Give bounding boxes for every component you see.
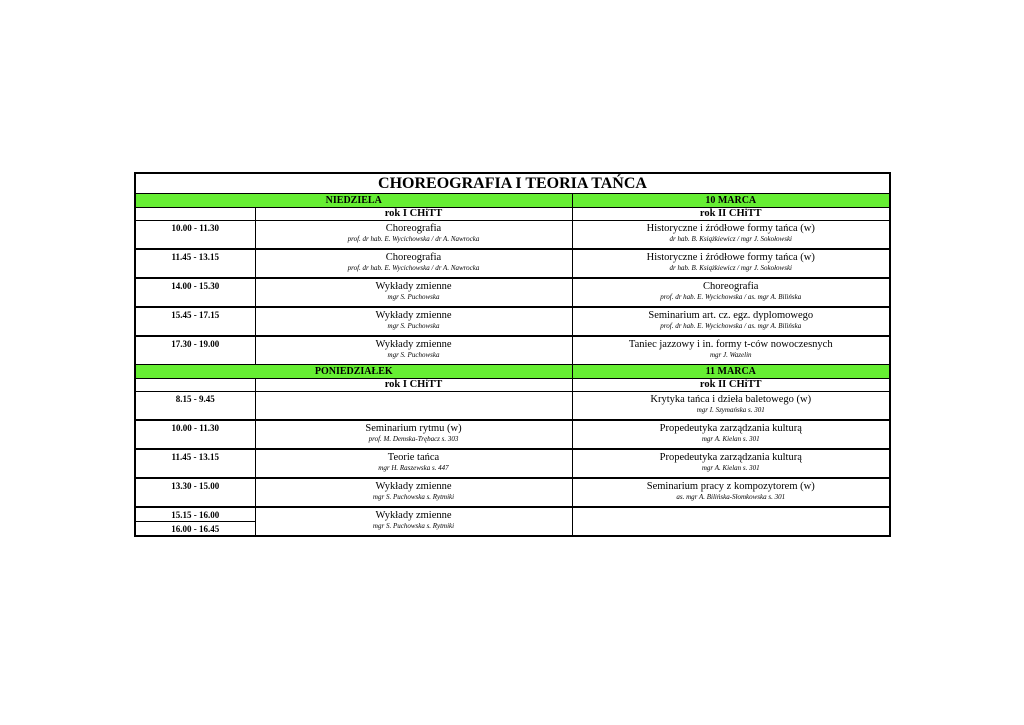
slot-year1 xyxy=(255,507,572,536)
slot-year1 xyxy=(255,420,572,449)
lecturer: mgr A. Kielan s. 301 xyxy=(701,435,760,443)
subject: Choreografia xyxy=(385,223,442,234)
lecturer: prof. dr hab. E. Wycichowska / as. mgr A. Bilińska xyxy=(660,322,802,330)
lecturer: prof. dr hab. E. Wycichowska / as. mgr A. Bilińska xyxy=(660,293,802,301)
subject: Propedeutyka zarządzania kulturą xyxy=(659,452,802,463)
slot-time: 8.15 - 9.45 xyxy=(135,392,255,421)
subject: Krytyka tańca i dzieła baletowego (w) xyxy=(650,394,812,405)
col-header-year1: rok I CHiTT xyxy=(255,208,572,221)
subject: Historyczne i źródłowe formy tańca (w) xyxy=(646,252,815,263)
slot-year1 xyxy=(255,307,572,336)
slot-time: 14.00 - 15.30 xyxy=(135,278,255,307)
slot-year2 xyxy=(572,221,890,250)
time-header xyxy=(135,208,255,221)
slot-year2 xyxy=(572,420,890,449)
col-header-year2: rok II CHiTT xyxy=(572,208,890,221)
slot-year1 xyxy=(255,221,572,250)
slot-year2 xyxy=(572,449,890,478)
slot-year2 xyxy=(572,507,890,536)
lecturer: prof. M. Demska-Trębacz s. 303 xyxy=(368,435,459,443)
lecturer: mgr J. Wazelin xyxy=(709,351,752,359)
subject: Seminarium art. cz. egz. dyplomowego xyxy=(648,310,814,321)
subject: Wykłady zmienne xyxy=(375,310,452,321)
schedule-sheet xyxy=(134,172,889,537)
subject: Wykłady zmienne xyxy=(375,510,452,521)
slot-year2 xyxy=(572,249,890,278)
slot-time: 17.30 - 19.00 xyxy=(135,336,255,365)
page-title: CHOREOGRAFIA I TEORIA TAŃCA xyxy=(135,173,890,194)
slot-year2 xyxy=(572,278,890,307)
col-header-year2: rok II CHiTT xyxy=(572,379,890,392)
subject: Wykłady zmienne xyxy=(375,481,452,492)
slot-time: 11.45 - 13.15 xyxy=(135,249,255,278)
subject: Taniec jazzowy i in. formy t-ców nowoczesnych xyxy=(628,339,833,350)
slot-year1 xyxy=(255,449,572,478)
subject: Choreografia xyxy=(385,252,442,263)
lecturer: mgr S. Puchowska xyxy=(387,351,440,359)
col-header-year1: rok I CHiTT xyxy=(255,379,572,392)
lecturer: dr hab. B. Książkiewicz / mgr J. Sokołowski xyxy=(669,264,792,272)
slot-time: 10.00 - 11.30 xyxy=(135,221,255,250)
slot-year1 xyxy=(255,478,572,507)
day-name: PONIEDZIAŁEK xyxy=(135,365,572,379)
slot-time: 15.45 - 17.15 xyxy=(135,307,255,336)
subject: Wykłady zmienne xyxy=(375,339,452,350)
subject: Propedeutyka zarządzania kulturą xyxy=(659,423,802,434)
subject: Historyczne i źródłowe formy tańca (w) xyxy=(646,223,815,234)
slot-year1 xyxy=(255,249,572,278)
slot-year2 xyxy=(572,478,890,507)
time-header xyxy=(135,379,255,392)
lecturer: mgr S. Puchowska s. Rytmiki xyxy=(372,493,455,501)
lecturer: as. mgr A. Bilińska-Słomkowska s. 301 xyxy=(676,493,786,501)
slot-time: 10.00 - 11.30 xyxy=(135,420,255,449)
subject: Seminarium rytmu (w) xyxy=(365,423,462,434)
slot-time: 15.15 - 16.00 xyxy=(135,507,255,522)
lecturer: prof. dr hab. E. Wycichowska / dr A. Nawrocka xyxy=(347,264,480,272)
subject: Wykłady zmienne xyxy=(375,281,452,292)
day-name: NIEDZIELA xyxy=(135,194,572,208)
lecturer: dr hab. B. Książkiewicz / mgr J. Sokołowski xyxy=(669,235,792,243)
lecturer: mgr H. Raszewska s. 447 xyxy=(378,464,449,472)
lecturer: mgr S. Puchowska s. Rytmiki xyxy=(372,522,455,530)
slot-year1 xyxy=(255,392,572,421)
subject: Seminarium pracy z kompozytorem (w) xyxy=(646,481,815,492)
slot-time: 16.00 - 16.45 xyxy=(135,522,255,537)
day-date: 11 MARCA xyxy=(572,365,890,379)
slot-year2 xyxy=(572,307,890,336)
subject: Teorie tańca xyxy=(387,452,440,463)
slot-time: 11.45 - 13.15 xyxy=(135,449,255,478)
schedule-table xyxy=(134,172,891,537)
lecturer: prof. dr hab. E. Wycichowska / dr A. Nawrocka xyxy=(347,235,480,243)
lecturer: mgr I. Szymańska s. 301 xyxy=(696,406,765,414)
lecturer: mgr S. Puchowska xyxy=(387,293,440,301)
subject xyxy=(256,392,572,393)
day-date: 10 MARCA xyxy=(572,194,890,208)
slot-time: 13.30 - 15.00 xyxy=(135,478,255,507)
slot-year2 xyxy=(572,336,890,365)
lecturer: mgr A. Kielan s. 301 xyxy=(701,464,760,472)
slot-year1 xyxy=(255,278,572,307)
slot-year2 xyxy=(572,392,890,421)
slot-year1 xyxy=(255,336,572,365)
subject: Choreografia xyxy=(703,281,759,292)
lecturer: mgr S. Puchowska xyxy=(387,322,440,330)
